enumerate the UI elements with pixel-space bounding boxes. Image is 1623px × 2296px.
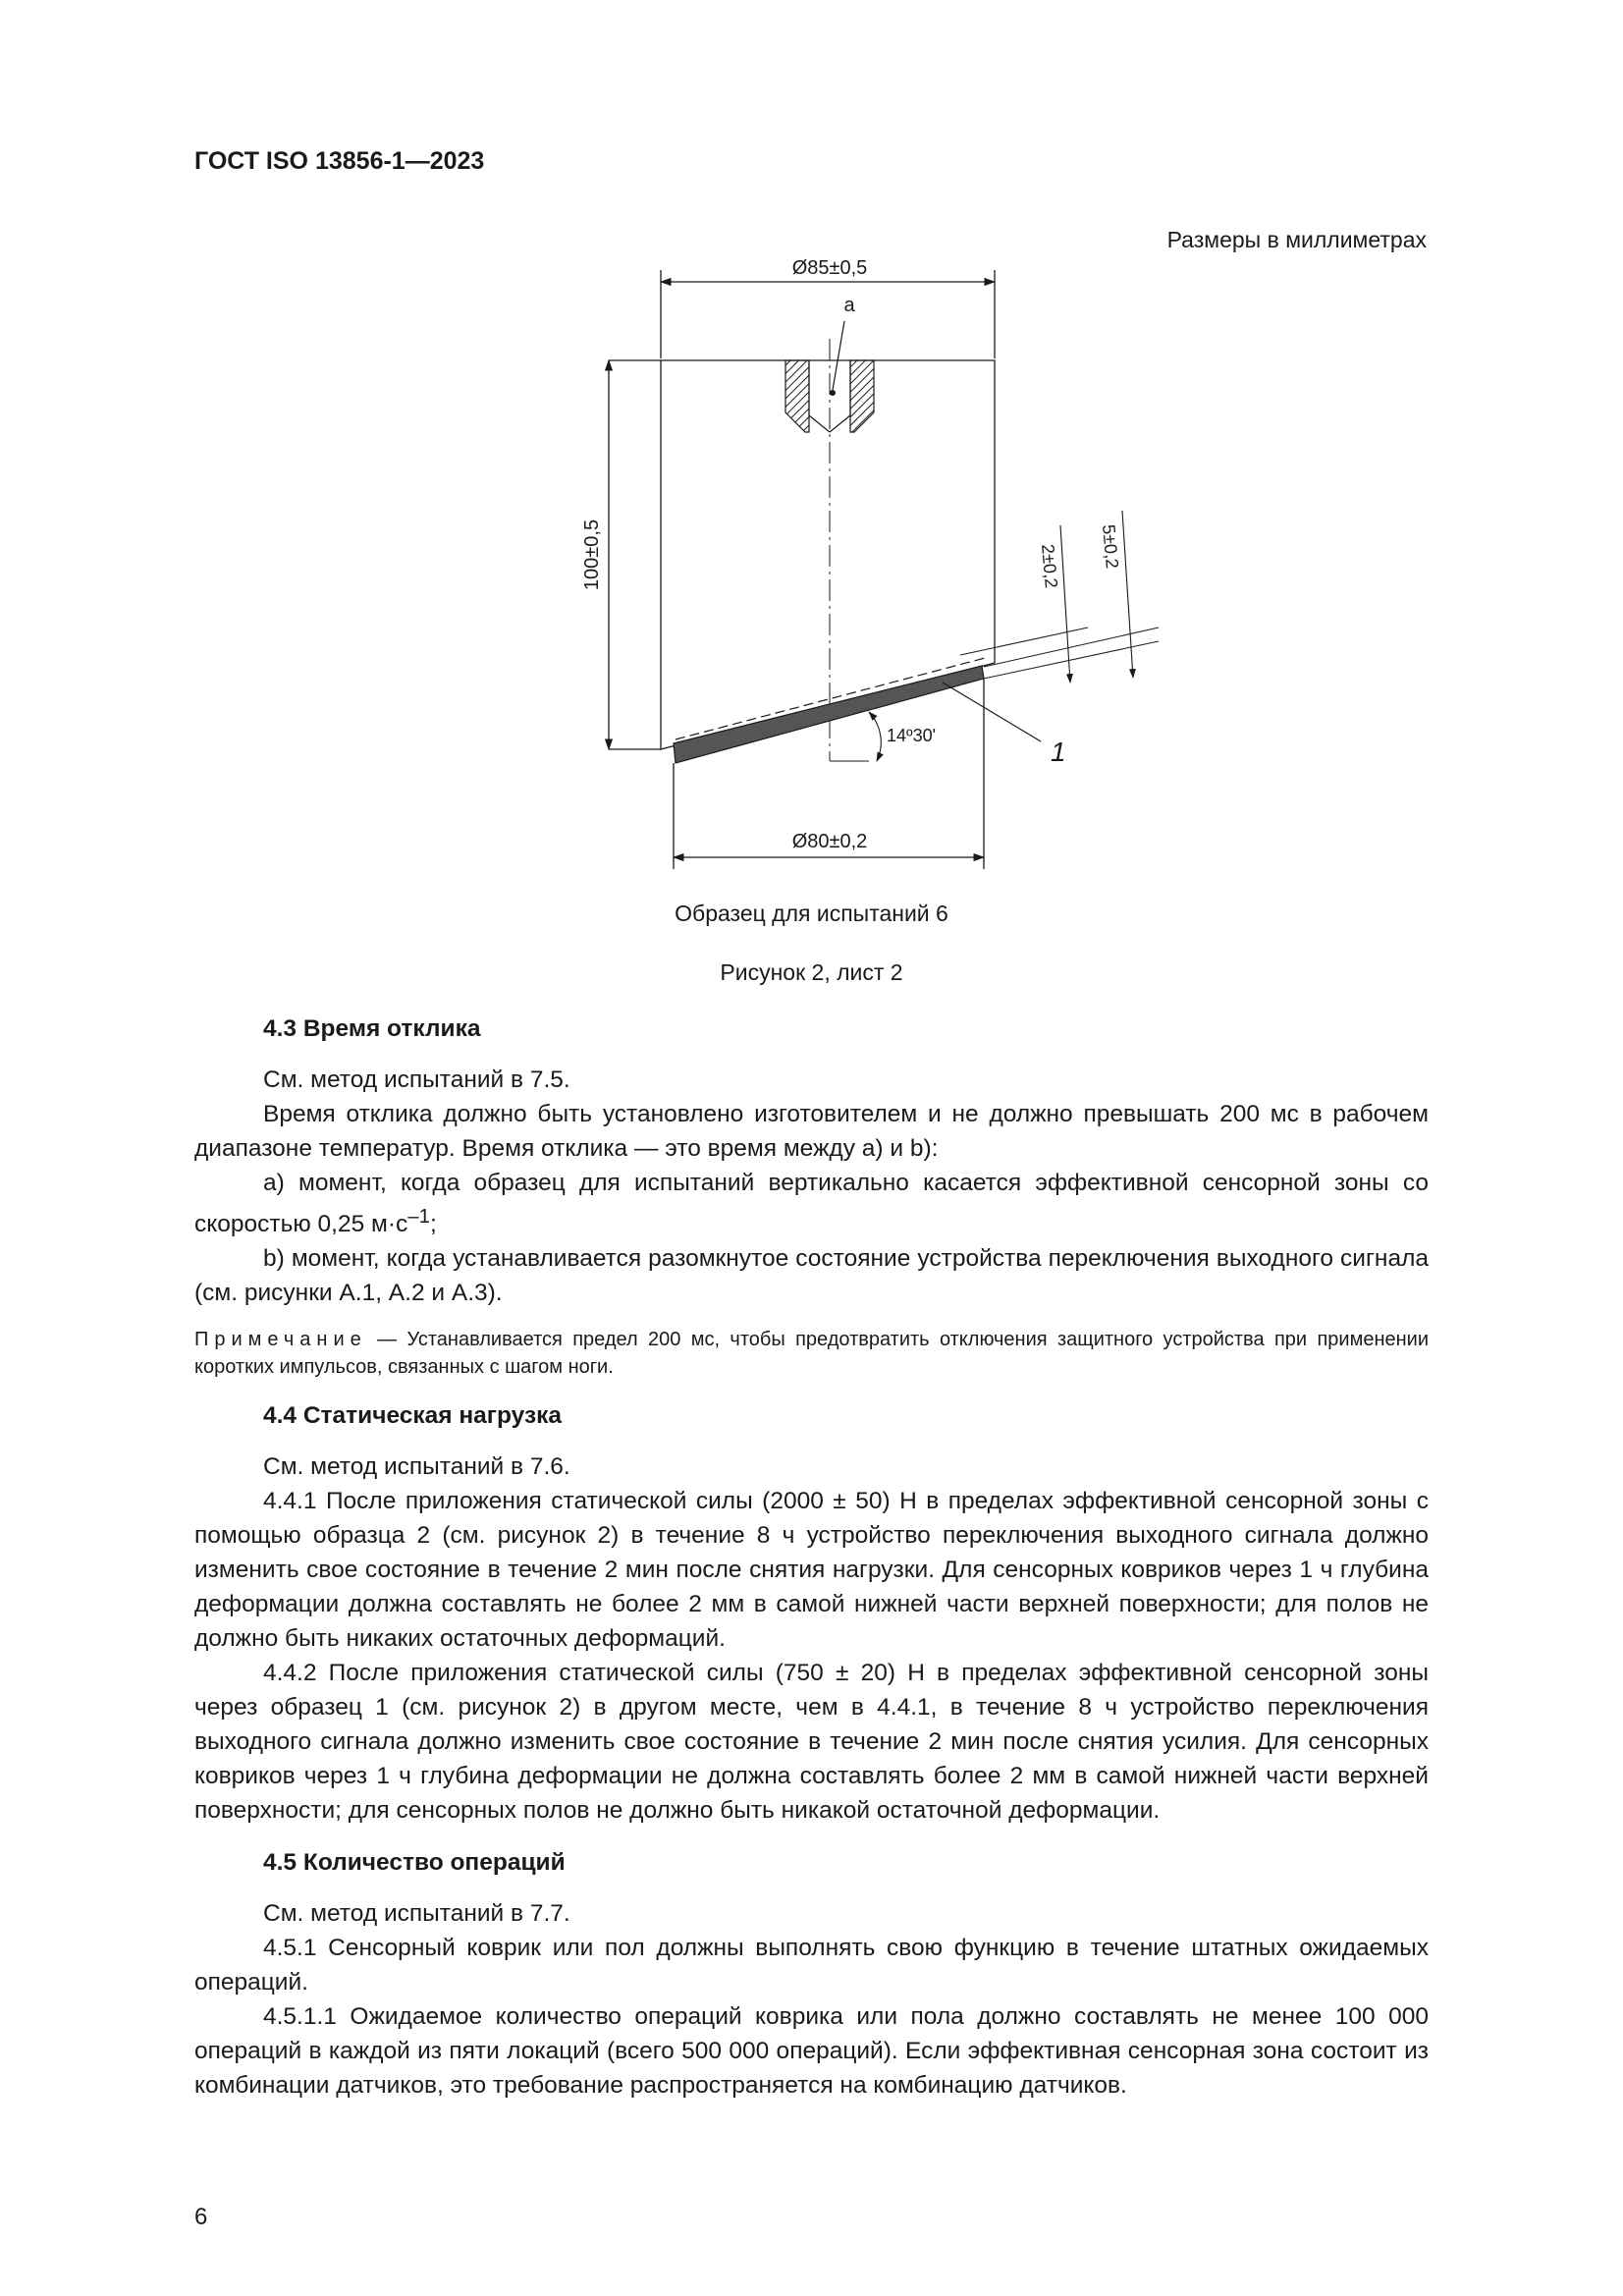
note-text: — Устанавливается предел 200 мс, чтобы предотвратить отключения защитного устройства при применении коротких импульсов, связанных с шагом ноги. — [194, 1329, 1429, 1379]
paragraph: 4.4.1 После приложения статической силы (2000 ± 50) Н в пределах эффективной сенсорной зоны с помощью образца 2 (см. рисунок 2) в течение 8 ч устройство переключения выходного сигнала должно изменить свое состояние в течение 2 мин после снятия нагрузки. Для сенсорных ковриков через 1 ч глубина деформации должна составлять не более 2 мм в самой нижней части верхней поверхности; для полов не должно быть никаких остаточных деформаций. — [194, 1488, 1429, 1653]
paragraph-speed — [194, 1166, 1429, 1241]
standard-header: ГОСТ ISO 13856-1—2023 — [194, 147, 485, 175]
paragraph: См. метод испытаний в 7.5. — [263, 1066, 570, 1093]
note-label: Примечание — [194, 1329, 367, 1351]
specimen-drawing-svg — [550, 250, 1159, 879]
paragraph: См. метод испытаний в 7.6. — [263, 1453, 570, 1481]
paragraph: Время отклика должно быть установлено изготовителем и не должно превышать 200 мс в рабочем диапазоне температур. Время отклика — это время между a) и b): — [194, 1101, 1429, 1162]
paragraph: См. метод испытаний в 7.7. — [263, 1900, 570, 1928]
pad-surface-line — [676, 657, 989, 739]
paragraph: 4.5.1 Сенсорный коврик или пол должны выполнять свою функцию в течение штатных ожидаемых операций. — [194, 1935, 1429, 1996]
bottom-diameter-label: Ø80±0,2 — [791, 831, 868, 852]
speed-suffix: ; — [430, 1211, 437, 1238]
angle-label: 14º30' — [887, 726, 937, 745]
offset-large-label: 5±0,2 — [1099, 523, 1122, 570]
section-heading: 4.5 Количество операций — [263, 1849, 566, 1877]
top-diameter-label: Ø85±0,5 — [791, 257, 868, 279]
paragraph: b) момент, когда устанавливается разомкнутое состояние устройства переключения выходного сигнала (см. рисунки А.1, А.2 и А.3). — [194, 1245, 1429, 1307]
callout-1-label: 1 — [1051, 737, 1066, 767]
page-number: 6 — [194, 2204, 208, 2230]
callout-a-label: a — [843, 295, 855, 316]
section-4-3 — [194, 1010, 1429, 1381]
specimen-body — [661, 360, 995, 749]
height-label: 100±0,5 — [581, 519, 603, 591]
units-note: Размеры в миллиметрах — [1166, 227, 1427, 252]
note — [194, 1326, 1429, 1381]
figure-caption: Рисунок 2, лист 2 — [720, 959, 903, 985]
callout-1-leader — [943, 683, 1041, 741]
section-4-4 — [194, 1396, 1429, 1828]
paragraph: 4.5.1.1 Ожидаемое количество операций коврика или пола должно составлять не менее 100 000 операций в каждой из пяти локаций (всего 500 000 операций). Если эффективная сенсорная зона состоит из комбинации датчиков, это требование распространяется на комбинацию датчиков. — [194, 2003, 1429, 2100]
paragraph: 4.4.2 После приложения статической силы (750 ± 20) Н в пределах эффективной сенсорной зоны через образец 1 (см. рисунок 2) в другом месте, чем в 4.4.1, в течение 8 ч устройство переключения выходного сигнала должно изменить свое состояние в течение 2 мин после снятия усилия. Для сенсорных ковриков через 1 ч глубина деформации не должна составлять более 2 мм в самой нижней части верхней поверхности; для сенсорных полов не должно быть никакой остаточной деформации. — [194, 1660, 1429, 1825]
technical-drawing — [550, 250, 1159, 879]
speed-exponent: –1 — [407, 1206, 430, 1228]
section-heading: 4.3 Время отклика — [263, 1015, 481, 1042]
callout-a-leader — [833, 321, 844, 390]
document-body — [194, 1010, 1429, 2118]
figure-subcaption: Образец для испытаний 6 — [675, 901, 948, 926]
offset-small-label: 2±0,2 — [1038, 543, 1061, 589]
section-4-5 — [194, 1843, 1429, 2103]
section-heading: 4.4 Статическая нагрузка — [263, 1402, 563, 1430]
speed-text: a) момент, когда образец для испытаний вертикально касается эффективной сенсорной зоны со скоростью 0,25 м·с — [194, 1170, 1429, 1238]
contact-pad — [674, 666, 984, 763]
